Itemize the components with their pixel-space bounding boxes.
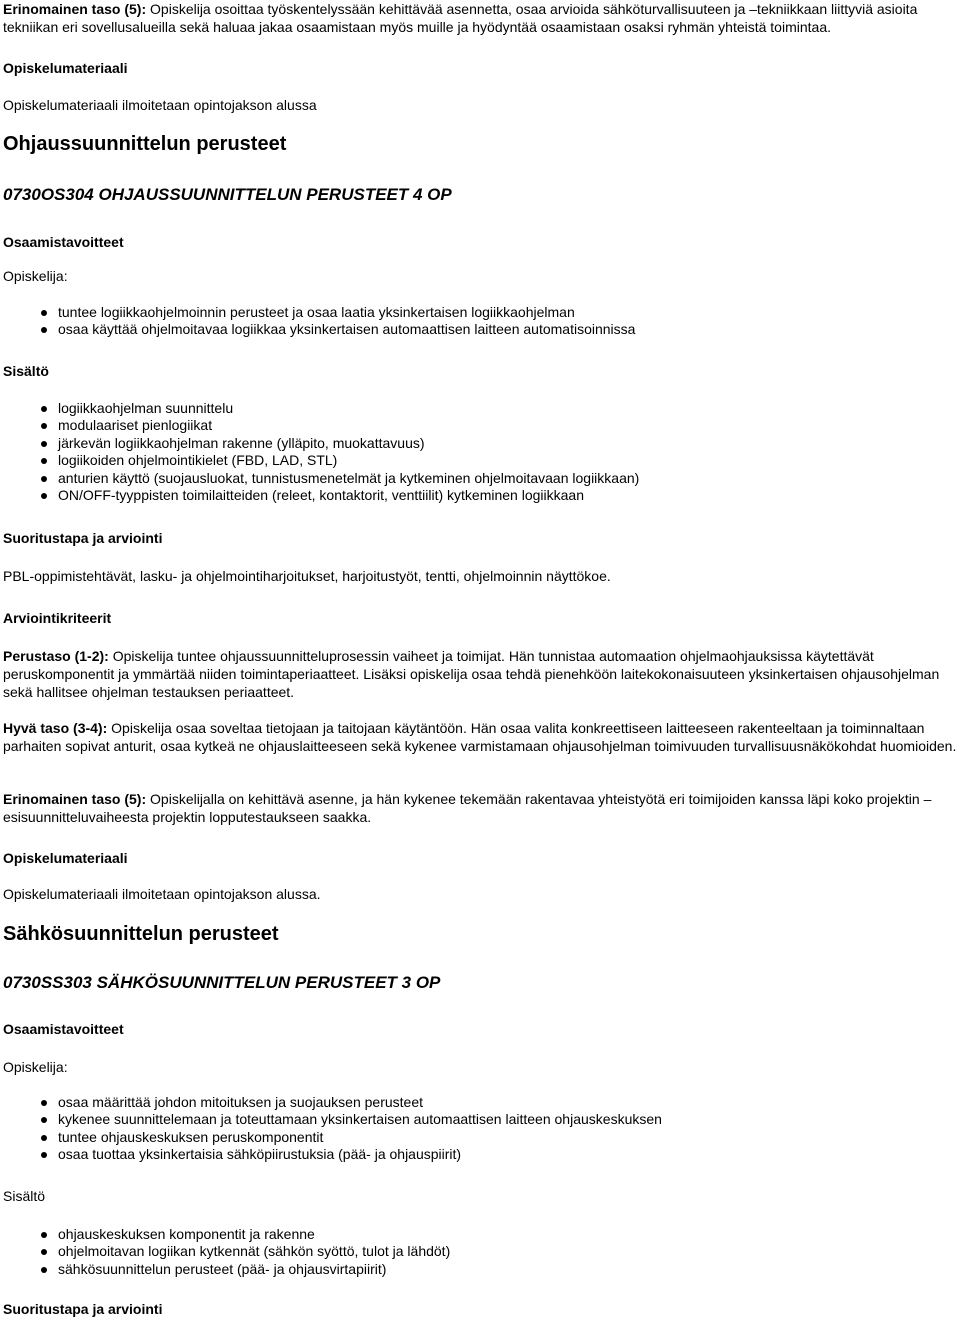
list-item: osaa tuottaa yksinkertaisia sähköpiirustuksia (pää- ja ohjauspiirit) xyxy=(3,1146,662,1163)
list-item: ohjelmoitavan logiikan kytkennät (sähkön syöttö, tulot ja lähdöt) xyxy=(3,1243,450,1260)
content-heading: Sisältö xyxy=(3,1188,46,1204)
list-item: logiikkaohjelman suunnittelu xyxy=(3,400,639,417)
learning-outcomes-list xyxy=(3,1094,662,1164)
list-item: osaa käyttää ohjelmoitavaa logiikkaa yksinkertaisen automaattisen laitteen automatisoinnissa xyxy=(3,321,635,338)
learning-outcomes-heading: Osaamistavoitteet xyxy=(3,234,124,250)
content-heading: Sisältö xyxy=(3,363,49,379)
list-item: modulaariset pienlogiikat xyxy=(3,417,639,434)
excellent-level-label: Erinomainen taso (5): xyxy=(3,1,147,17)
list-item: anturien käyttö (suojausluokat, tunnistusmenetelmät ja kytkeminen ohjelmoitavaan logiikkaan) xyxy=(3,470,639,487)
basic-level-text: Opiskelija tuntee ohjaussuunnitteluprosessin vaiheet ja toimijat. Hän tunnistaa automaation ohjelmaohjauksissa käytettävät peruskomponentit ja ymmärtää niiden toimintaperiaatteet. Lisäksi opiskelija osaa tehdä pienehköön laitekokonaisuuteen yksinkertaisen ohjausohjelman sekä hallitsee ohjelman testauksen periaatteet. xyxy=(3,648,940,700)
list-item: ON/OFF-tyyppisten toimilaitteiden (releet, kontaktorit, venttiilit) kytkeminen logiikkaan xyxy=(3,487,639,504)
list-item: järkevän logiikkaohjelman rakenne (ylläpito, muokattavuus) xyxy=(3,435,639,452)
basic-level-label: Perustaso (1-2): xyxy=(3,648,109,664)
excellent-level-paragraph-2 xyxy=(3,790,957,826)
excellent-level-paragraph xyxy=(3,0,957,36)
excellent-level-label: Erinomainen taso (5): xyxy=(3,791,147,807)
course-code: 0730OS304 OHJAUSSUUNNITTELUN PERUSTEET 4 OP xyxy=(3,185,452,204)
assessment-text: PBL-oppimistehtävät, lasku- ja ohjelmointiharjoitukset, harjoitustyöt, tentti, ohjelmoinnin näyttökoe. xyxy=(3,568,611,584)
content-list xyxy=(3,400,639,504)
list-item: osaa määrittää johdon mitoituksen ja suojauksen perusteet xyxy=(3,1094,662,1111)
list-item: kykenee suunnittelemaan ja toteuttamaan yksinkertaisen automaattisen laitteen ohjauskeskuksen xyxy=(3,1111,662,1128)
good-level-label: Hyvä taso (3-4): xyxy=(3,720,108,736)
good-level-paragraph xyxy=(3,719,957,755)
list-item: logiikoiden ohjelmointikielet (FBD, LAD, STL) xyxy=(3,452,639,469)
list-item: tuntee logiikkaohjelmoinnin perusteet ja osaa laatia yksinkertaisen logiikkaohjelman xyxy=(3,304,635,321)
list-item: ohjauskeskuksen komponentit ja rakenne xyxy=(3,1226,450,1243)
list-item: tuntee ohjauskeskuksen peruskomponentit xyxy=(3,1129,662,1146)
assessment-heading: Suoritustapa ja arviointi xyxy=(3,530,163,546)
study-material-heading: Opiskelumateriaali xyxy=(3,850,128,866)
criteria-heading: Arviointikriteerit xyxy=(3,610,112,626)
excellent-level-text: Opiskelijalla on kehittävä asenne, ja hän kykenee tekemään rakentavaa yhteistyötä eri toimijoiden kanssa läpi koko projektin – esisuunnitteluvaiheesta projektin lopputestaukseen saakka. xyxy=(3,791,932,825)
study-material-text: Opiskelumateriaali ilmoitetaan opintojakson alussa. xyxy=(3,886,321,902)
good-level-text: Opiskelija osaa soveltaa tietojaan ja taitojaan käytäntöön. Hän osaa valita konkreettiseen laitteeseen rakenteeltaan ja toiminnaltaan parhaiten sopivat anturit, osaa kytkeä ne ohjauslaitteeseen sekä kykenee varmistamaan ohjausohjelman toimivuuden turvallisuusnäkökohdat huomioiden. xyxy=(3,720,957,754)
course-title: Sähkösuunnittelun perusteet xyxy=(3,923,279,945)
study-material-text: Opiskelumateriaali ilmoitetaan opintojakson alussa xyxy=(3,97,317,113)
study-material-heading: Opiskelumateriaali xyxy=(3,60,128,76)
student-label: Opiskelija: xyxy=(3,1059,68,1075)
assessment-heading: Suoritustapa ja arviointi xyxy=(3,1301,163,1317)
course-title: Ohjaussuunnittelun perusteet xyxy=(3,133,287,155)
learning-outcomes-heading: Osaamistavoitteet xyxy=(3,1021,124,1037)
basic-level-paragraph xyxy=(3,647,957,701)
list-item: sähkösuunnittelun perusteet (pää- ja ohjausvirtapiirit) xyxy=(3,1261,450,1278)
content-list xyxy=(3,1226,450,1278)
excellent-level-text: Opiskelija osoittaa työskentelyssään kehittävää asennetta, osaa arvioida sähköturvallisuuteen ja –tekniikkaan liittyviä asioita tekniikan eri sovellusalueilla sekä haluaa jakaa osaamistaan myös muille ja hyödyntää osaamistaan osaksi ryhmän yhteistä toimintaa. xyxy=(3,1,918,35)
course-code: 0730SS303 SÄHKÖSUUNNITTELUN PERUSTEET 3 OP xyxy=(3,973,441,992)
learning-outcomes-list xyxy=(3,304,635,339)
student-label: Opiskelija: xyxy=(3,268,68,284)
